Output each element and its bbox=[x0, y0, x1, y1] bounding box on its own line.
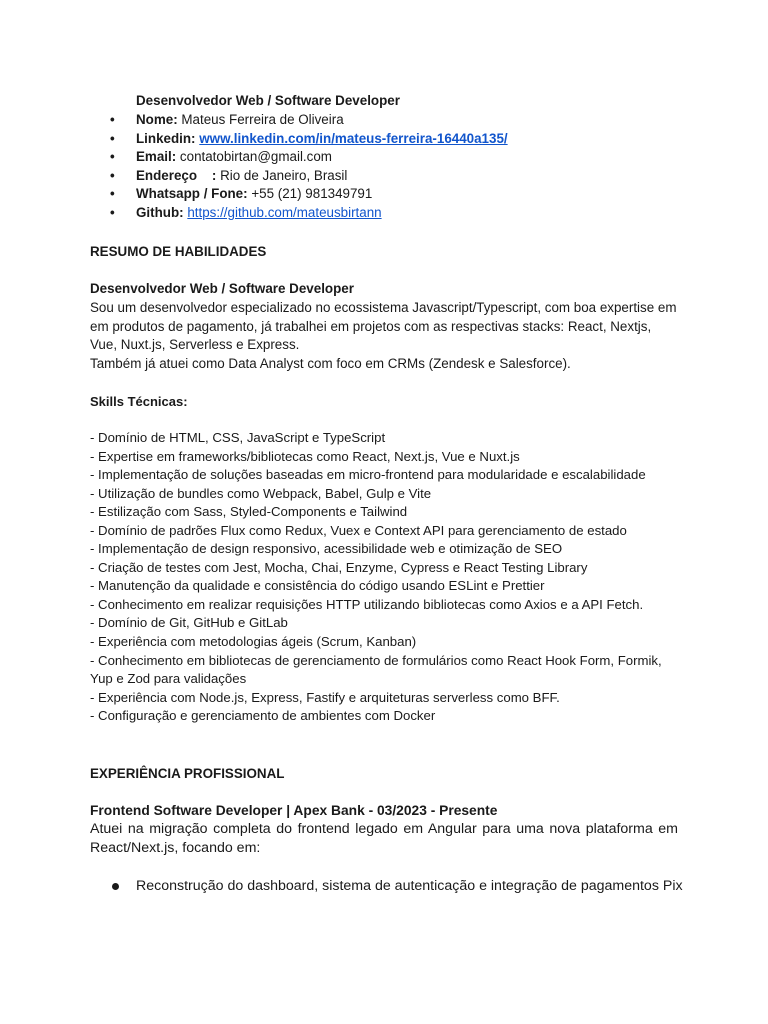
contact-value: Mateus Ferreira de Oliveira bbox=[181, 112, 344, 127]
skills-heading: Skills Técnicas: bbox=[90, 394, 188, 409]
contact-address bbox=[110, 167, 508, 186]
contact-label: Linkedin: bbox=[136, 130, 196, 146]
bullet-icon: • bbox=[110, 149, 115, 165]
skill-item: - Expertise em frameworks/bibliotecas como React, Next.js, Vue e Nuxt.js bbox=[90, 448, 520, 464]
contact-value: Rio de Janeiro, Brasil bbox=[220, 167, 348, 183]
contact-email bbox=[110, 148, 508, 167]
contact-label: Github: bbox=[136, 204, 184, 220]
summary-text bbox=[90, 299, 680, 373]
contact-value: +55 (21) 981349791 bbox=[251, 186, 373, 202]
job-achievement-item bbox=[112, 877, 683, 896]
contact-label: Whatsapp / Fone: bbox=[136, 186, 248, 202]
linkedin-link[interactable]: www.linkedin.com/in/mateus-ferreira-16440a135/ bbox=[199, 130, 508, 146]
document-title: Desenvolvedor Web / Software Developer bbox=[136, 93, 400, 108]
job-title: Frontend Software Developer | Apex Bank - 03/2023 - Presente bbox=[90, 803, 498, 818]
skill-item: - Domínio de HTML, CSS, JavaScript e TypeScript bbox=[90, 430, 386, 445]
contact-github bbox=[110, 204, 508, 223]
job-description: Atuei na migração completa do frontend legado em Angular para uma nova plataforma em React/Next.js, focando em: bbox=[90, 821, 678, 856]
contact-value: contatobirtan@gmail.com bbox=[179, 149, 332, 165]
skill-item: - Experiência com Node.js, Express, Fastify e arquiteturas serverless como BFF. bbox=[90, 689, 560, 705]
job-achievements-list bbox=[112, 877, 683, 896]
skill-item: - Configuração e gerenciamento de ambientes com Docker bbox=[90, 708, 436, 724]
github-link[interactable]: https://github.com/mateusbirtann bbox=[187, 204, 382, 220]
bullet-icon: • bbox=[110, 130, 115, 146]
summary-subheading: Desenvolvedor Web / Software Developer bbox=[90, 281, 354, 296]
skill-item: - Domínio de padrões Flux como Redux, Vuex e Context API para gerenciamento de estado bbox=[90, 522, 627, 538]
bullet-icon: • bbox=[110, 167, 115, 183]
summary-heading: RESUMO DE HABILIDADES bbox=[90, 244, 267, 259]
summary-paragraph: Também já atuei como Data Analyst com foco em CRMs (Zendesk e Salesforce). bbox=[90, 355, 571, 371]
skill-item: - Implementação de soluções baseadas em micro-frontend para modularidade e escalabilidade bbox=[90, 467, 646, 483]
bullet-icon: • bbox=[110, 112, 115, 127]
bullet-icon bbox=[112, 883, 119, 890]
bullet-icon: • bbox=[110, 186, 115, 202]
bullet-icon: • bbox=[110, 204, 115, 220]
experience-heading: EXPERIÊNCIA PROFISSIONAL bbox=[90, 766, 285, 781]
contact-label: Nome: bbox=[136, 112, 178, 127]
job-achievement-text: Reconstrução do dashboard, sistema de autenticação e integração de pagamentos Pix bbox=[136, 878, 683, 894]
summary-paragraph: Sou um desenvolvedor especializado no ecossistema Javascript/Typescript, com boa expertise em em produtos de pagamento, já trabalhei em projetos com as respectivas stacks: React, Nextjs, Vue, Nuxt.js, Serverless e Express. bbox=[90, 300, 677, 352]
skill-item: - Experiência com metodologias ágeis (Scrum, Kanban) bbox=[90, 634, 417, 650]
contact-list bbox=[110, 111, 508, 223]
contact-label: Endereço : bbox=[136, 167, 217, 183]
skill-item: - Utilização de bundles como Webpack, Babel, Gulp e Vite bbox=[90, 485, 432, 501]
contact-name bbox=[110, 111, 508, 130]
skill-item: - Conhecimento em realizar requisições HTTP utilizando bibliotecas como Axios e a API Fetch. bbox=[90, 596, 644, 612]
contact-linkedin bbox=[110, 130, 508, 149]
skill-item: - Estilização com Sass, Styled-Components e Tailwind bbox=[90, 504, 408, 520]
contact-label: Email: bbox=[136, 149, 177, 165]
contact-phone bbox=[110, 185, 508, 204]
skill-item: - Domínio de Git, GitHub e GitLab bbox=[90, 615, 288, 631]
skills-list bbox=[90, 429, 680, 726]
skill-item: - Criação de testes com Jest, Mocha, Chai, Enzyme, Cypress e React Testing Library bbox=[90, 559, 588, 575]
skill-item: - Implementação de design responsivo, acessibilidade web e otimização de SEO bbox=[90, 541, 563, 557]
skill-item: - Conhecimento em bibliotecas de gerenciamento de formulários como React Hook Form, Formik, Yup e Zod para validações bbox=[90, 652, 662, 687]
skill-item: - Manutenção da qualidade e consistência do código usando ESLint e Prettier bbox=[90, 578, 545, 594]
